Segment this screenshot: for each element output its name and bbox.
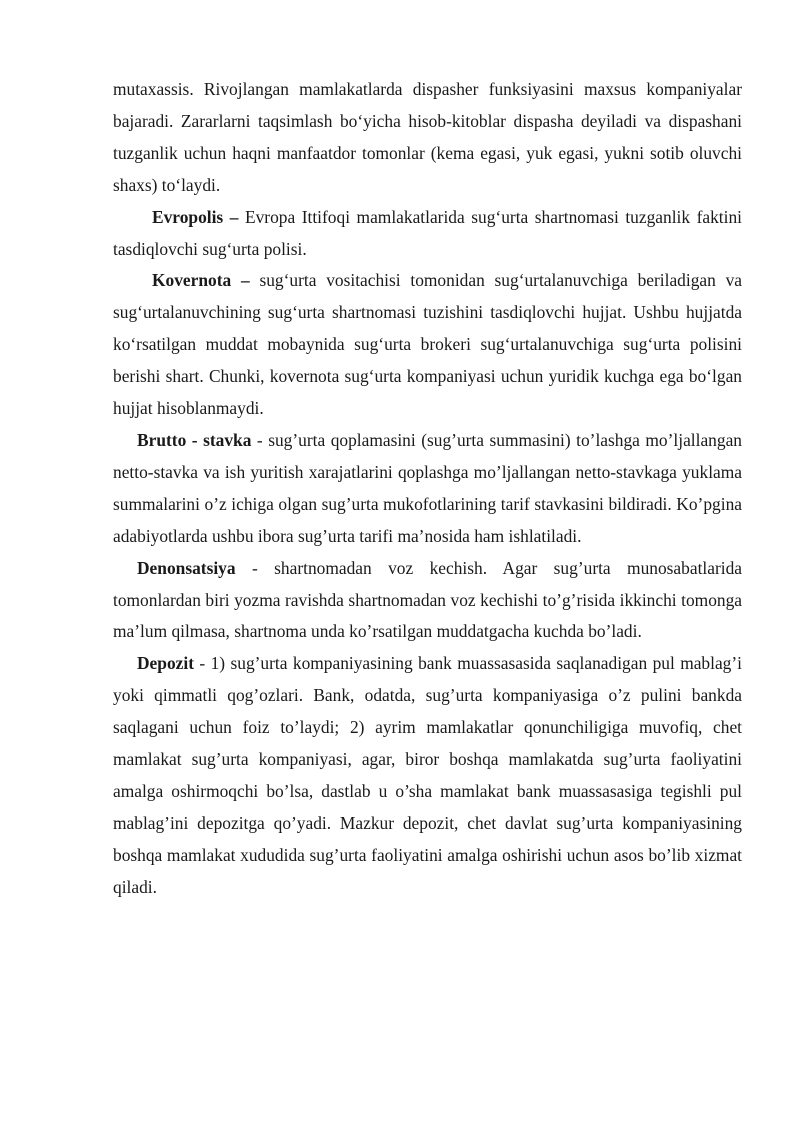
- glossary-term: Evropolis –: [152, 206, 239, 227]
- glossary-definition: sug‘urta vositachisi tomonidan sug‘urtalanuvchiga beriladigan va sug‘urtalanuvchining sug‘urta shartnomasi tuzishini tasdiqlovchi hujjat. Ushbu hujjatda ko‘rsatilgan muddat mobaynida sug‘urta brokeri sug‘urtalanuvchiga sug‘urta polisini berishi shart. Chunki, kovernota sug‘urta kompaniyasi uchun yuridik kuchga ega bo‘lgan hujjat hisoblanmaydi.: [113, 270, 742, 419]
- glossary-entry-denonsatsiya: [113, 553, 742, 649]
- glossary-entry-evropolis: [113, 202, 742, 266]
- glossary-definition: - shartnomadan voz kechish. Agar sug’urta munosabatlarida tomonlardan biri yozma ravishda shartnomadan voz kechishi to’g’risida ikkinchi tomonga ma’lum qilmasa, shartnoma unda ko’rsatilgan muddatgacha kuchda bo’ladi.: [113, 557, 742, 642]
- glossary-definition: Evropa Ittifoqi mamlakatlarida sug‘urta shartnomasi tuzganlik faktini tasdiqlovchi sug‘urta polisi.: [113, 206, 742, 259]
- glossary-term: Kovernota –: [152, 270, 250, 291]
- glossary-definition: - 1) sug’urta kompaniyasining bank muassasasida saqlanadigan pul mablag’i yoki qimmatli qog’ozlari. Bank, odatda, sug’urta kompaniyasiga o’z pulini bankda saqlagani uchun foiz to’laydi; 2) ayrim mamlakatlar qonunchiligiga muvofiq, chet mamlakat sug’urta kompaniyasi, agar, biror boshqa mamlakatda sug’urta faoliyatini amalga oshirmoqchi bo’lsa, dastlab u o’sha mamlakat bank muassasasiga tegishli pul mablag’ini depozitga qo’yadi. Mazkur depozit, chet davlat sug’urta kompaniyasining boshqa mamlakat xududida sug’urta faoliyatini amalga oshirishi uchun asos bo’lib xizmat qiladi.: [113, 653, 742, 897]
- glossary-term: Denonsatsiya: [137, 557, 236, 578]
- glossary-term: Depozit: [137, 653, 194, 674]
- paragraph-text: mutaxassis. Rivojlangan mamlakatlarda dispasher funksiyasini maxsus kompaniyalar bajaradi. Zararlarni taqsimlash bo‘yicha hisob-kitoblar dispasha deyiladi va dispashani tuzganlik uchun haqni manfaatdor tomonlar (kema egasi, yuk egasi, yukni sotib oluvchi shaxs) to‘laydi.: [113, 79, 742, 195]
- glossary-entry-depozit: [113, 648, 742, 903]
- glossary-definition: - sug’urta qoplamasini (sug’urta summasini) to’lashga mo’ljallangan netto-stavka va ish yuritish xarajatlarini qoplashga mo’ljallangan netto-stavkaga yuklama summalarini o’z ichiga olgan sug’urta mukofotlarining tarif stavkasini bildiradi. Ko’pgina adabiyotlarda ushbu ibora sug’urta tarifi ma’nosida ham ishlatiladi.: [113, 429, 742, 546]
- glossary-entry-kovernota: [113, 265, 742, 425]
- glossary-entry-brutto-stavka: [113, 425, 742, 553]
- glossary-term: Brutto - stavka: [137, 429, 252, 450]
- paragraph-continuation: [113, 74, 742, 202]
- document-page: [113, 74, 742, 904]
